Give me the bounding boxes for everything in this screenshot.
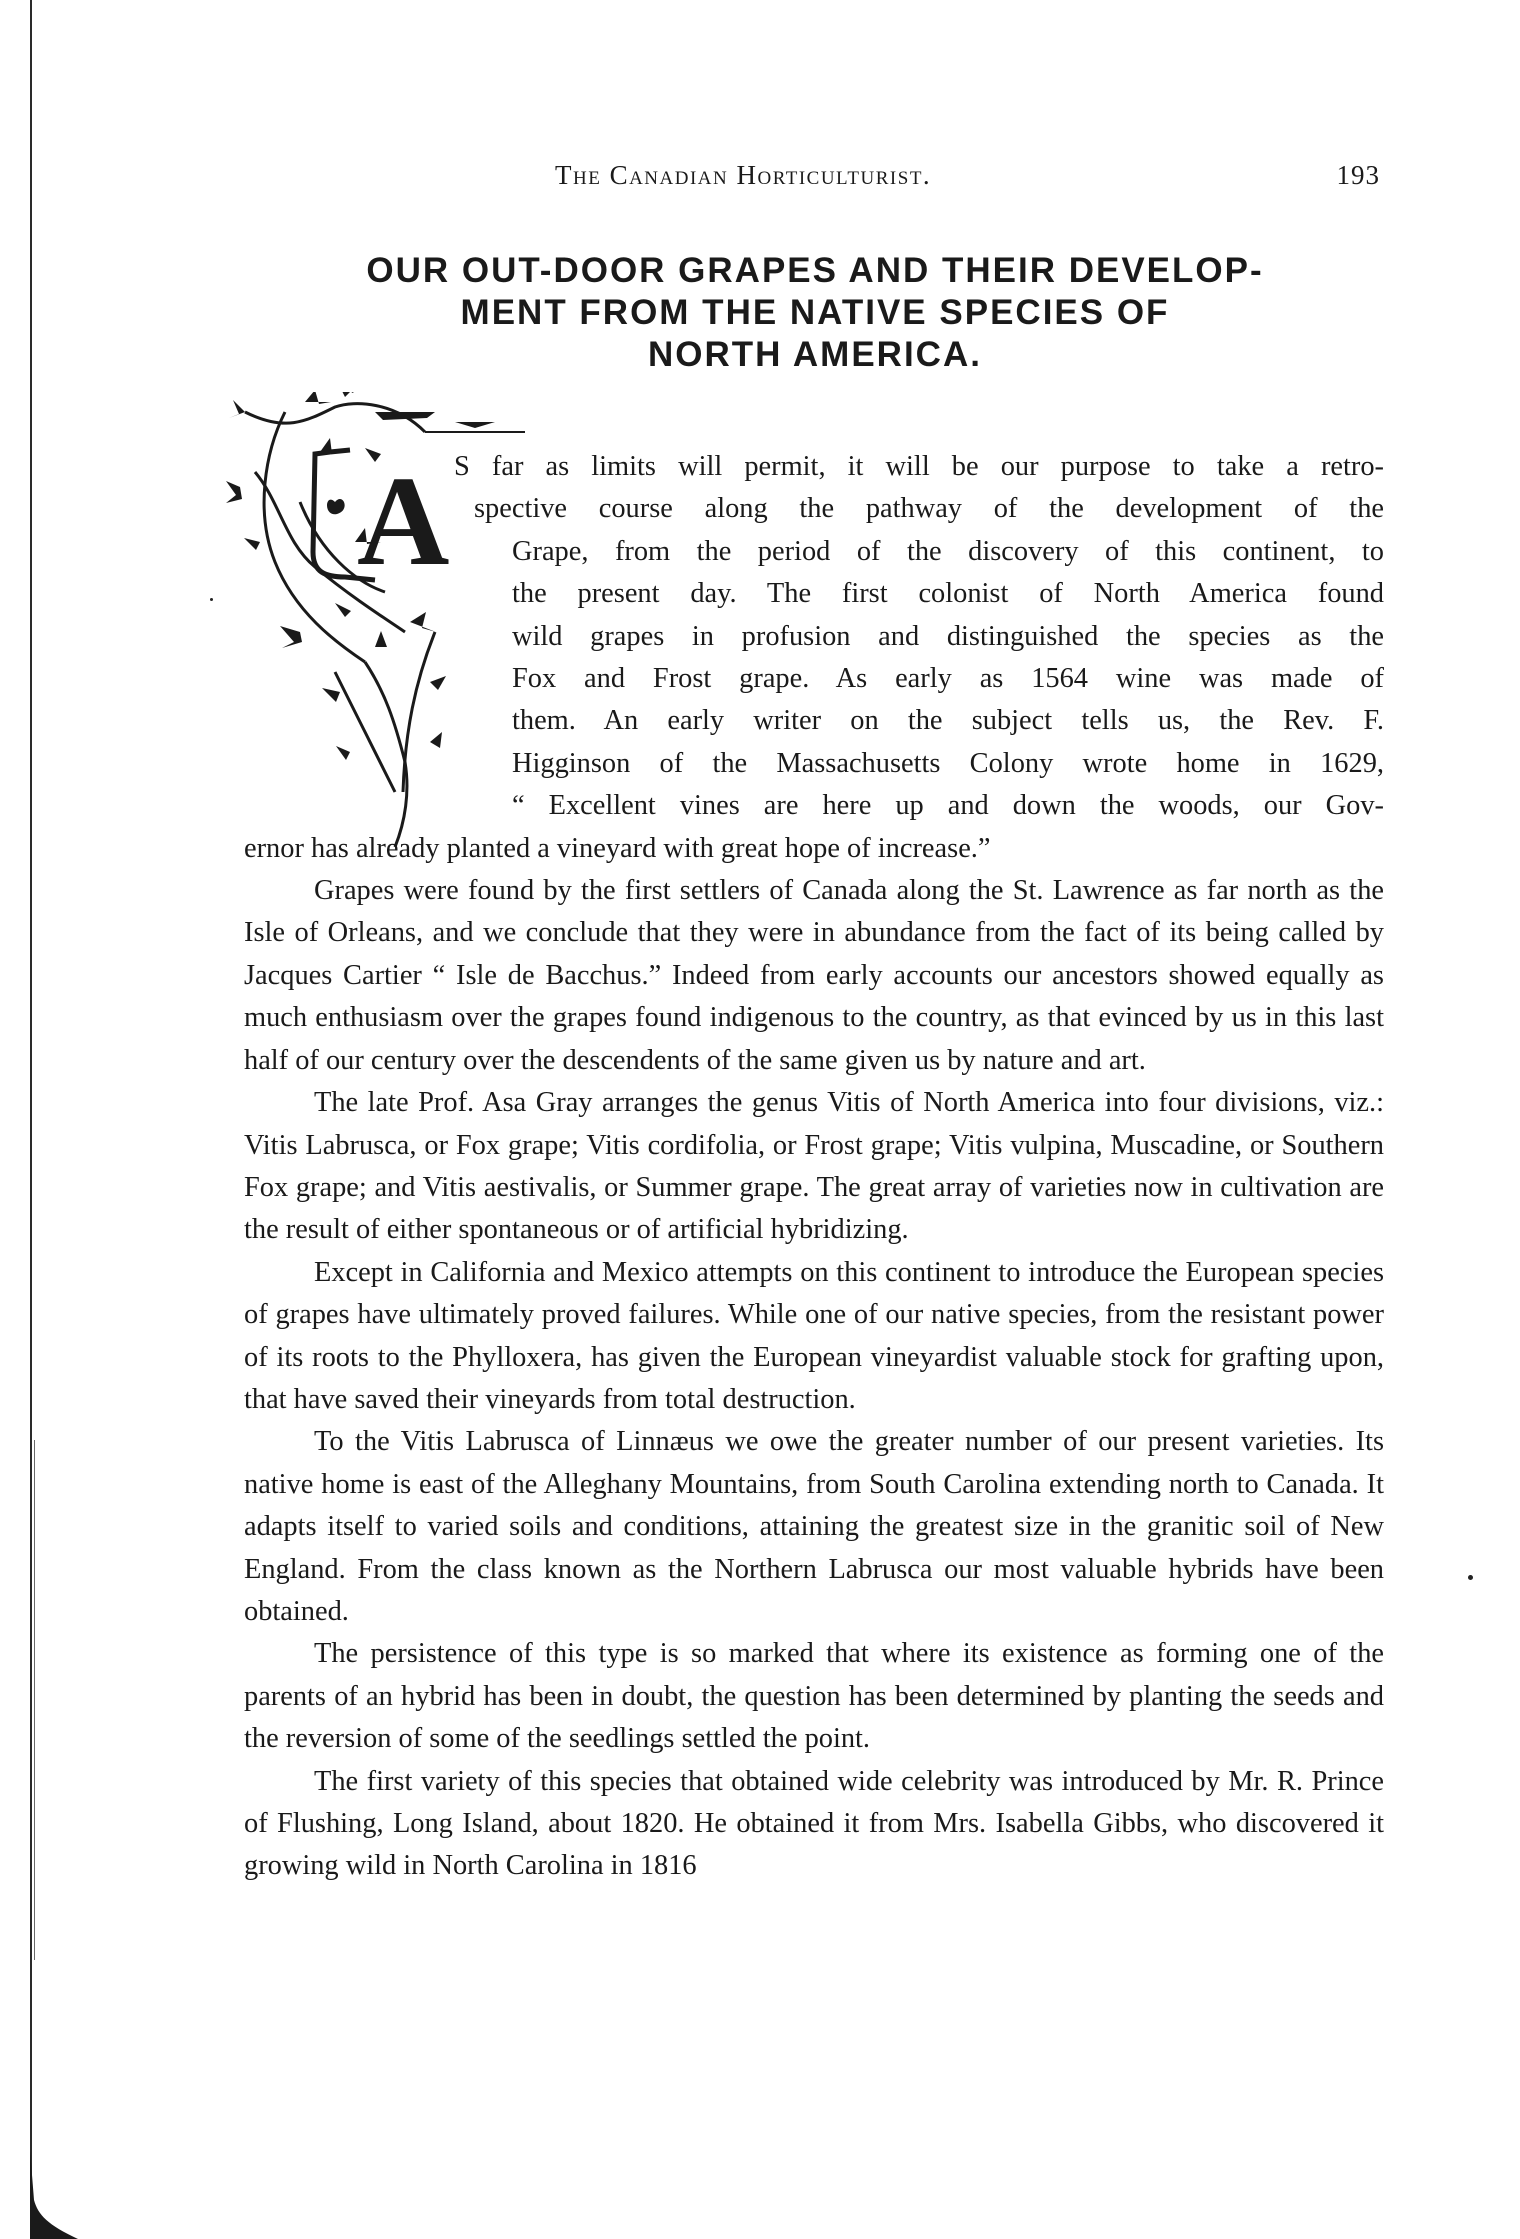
ink-speck — [210, 598, 213, 601]
text-line: them. An early writer on the subject tells us, the Rev. F. — [512, 705, 1384, 737]
text-line: Higginson of the Massachusetts Colony wrote home in 1629, — [512, 747, 1384, 779]
paragraph: The first variety of this species that obtained wide celebrity was introduced by Mr. R. Prince of Flushing, Long Island, about 1820. He obtained it from Mrs. Isabella Gibbs, who discovered it growing wild in North Carolina in 1816 — [244, 1765, 1384, 1882]
article-body — [244, 446, 1384, 1888]
paragraph — [244, 446, 1384, 870]
running-head — [540, 160, 1440, 200]
article-title-line: MENT FROM THE NATIVE SPECIES OF — [460, 293, 1170, 332]
journal-title: The Canadian Horticulturist. — [555, 160, 932, 190]
text-line: the present day. The first colonist of North America found — [512, 578, 1384, 610]
text-line: spective course along the pathway of the development of the — [474, 493, 1384, 525]
binding-edge-line — [30, 0, 32, 2239]
text-line: S far as limits will permit, it will be our purpose to take a retro- — [454, 451, 1384, 482]
text-line: Grape, from the period of the discovery of this continent, to — [512, 535, 1384, 567]
article-title — [250, 250, 1380, 376]
binding-edge-line — [34, 1440, 35, 1960]
paragraph: The late Prof. Asa Gray arranges the genus Vitis of North America into four divisions, viz.: Vitis Labrusca, or Fox grape; Vitis cordifolia, or Frost grape; Vitis vulpina, Muscadine, or Southern Fox grape; and Vitis aestivalis, or Summer grape. The great array of varieties now in cultivation are the result of either spontaneous or of artificial hybridizing. — [244, 1087, 1384, 1246]
ink-speck — [1468, 1575, 1473, 1580]
paragraph: Except in California and Mexico attempts on this continent to introduce the European species of grapes have ultimately proved failures. While one of our native species, from the resistant power of its roots to the Phylloxera, has given the European vineyardist valuable stock for grafting upon, that have saved their vineyards from total destruction. — [244, 1256, 1384, 1415]
page-number: 193 — [1336, 160, 1380, 190]
drop-cap-letter: A — [357, 450, 450, 592]
text-line: Fox and Frost grape. As early as 1564 wine was made of — [512, 663, 1384, 695]
text-line: wild grapes in profusion and distinguished the species as the — [512, 620, 1384, 652]
text-line: “ Excellent vines are here up and down the woods, our Gov- — [512, 790, 1384, 822]
article-title-line: OUR OUT-DOOR GRAPES AND THEIR DEVELOP- — [366, 251, 1264, 290]
paragraph: Grapes were found by the first settlers of Canada along the St. Lawrence as far north as the Isle of Orleans, and we conclude that they were in abundance from the fact of its being called by Jacques Cartier “ Isle de Bacchus.” Indeed from early accounts our ancestors showed equally as much enthusiasm over the grapes found indigenous to the country, as that evinced by us in this last half of our century over the descendents of the same given us by nature and art. — [244, 875, 1384, 1076]
paragraph: The persistence of this type is so marked that where its existence as forming one of the parents of an hybrid has been in doubt, the question has been determined by planting the seeds and the reversion of some of the seedlings settled the point. — [244, 1638, 1384, 1755]
page-corner-mark — [28, 2150, 78, 2239]
article-title-line: NORTH AMERICA. — [648, 335, 982, 374]
text-line: ernor has already planted a vineyard with great hope of increase.” — [244, 832, 991, 864]
paragraph: To the Vitis Labrusca of Linnæus we owe the greater number of our present varieties. Its native home is east of the Alleghany Mountains, from South Carolina extending north to Canada. It adapts itself to varied soils and conditions, attaining the greatest size in the granitic soil of New England. From the class known as the Northern Labrusca our most valuable hybrids have been obtained. — [244, 1426, 1384, 1627]
